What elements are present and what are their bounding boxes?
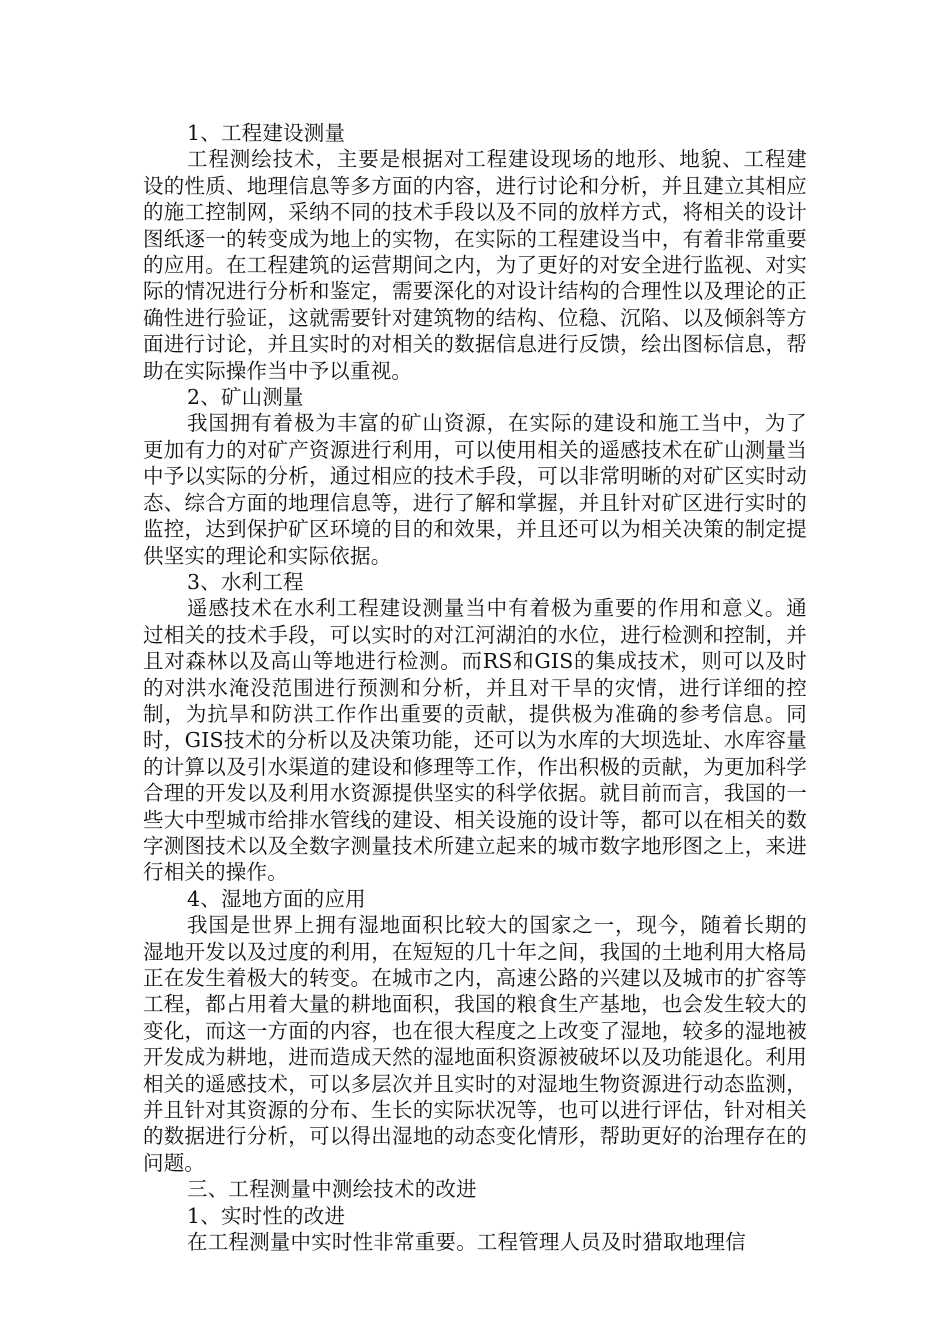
section-heading-realtime: 1、实时性的改进 [187,1203,346,1228]
section-heading-engineering-survey: 1、工程建设测量 [187,121,346,145]
chapter-heading-improvements: 三、工程测量中测绘技术的改进 [187,1177,477,1202]
section-heading-water-conservancy: 3、水利工程 [187,569,304,594]
document-page [143,120,807,1255]
section-heading-mine-survey: 2、矿山测量 [187,385,304,410]
paragraph-engineering-survey: 工程测绘技术，主要是根据对工程建设现场的地形、地貌、工程建设的性质、地理信息等多方面的内容，进行讨论和分析，并且建立其相应的施工控制网，采纳不同的技术手段以及不同的放样方式，将相关的设计图纸逐一的转变成为地上的实物，在实际的工程建设当中，有着非常重要的应用。在工程建筑的运营期间之内，为了更好的对安全进行监视、对实际的情况进行分析和鉴定，需要深化的对设计结构的合理性以及理论的正确性进行验证，这就需要针对建筑物的结构、位稳、沉陷、以及倾斜等方面进行讨论，并且实时的对相关的数据信息进行反馈，绘出图标信息，帮助在实际操作当中予以重视。 [143,147,807,383]
paragraph-wetland: 我国是世界上拥有湿地面积比较大的国家之一，现今，随着长期的湿地开发以及过度的利用，在短短的几十年之间，我国的土地利用大格局正在发生着极大的转变。在城市之内，高速公路的兴建以及城市的扩容等工程，都占用着大量的耕地面积，我国的粮食生产基地，也会发生较大的变化，而这一方面的内容，也在很大程度之上改变了湿地，较多的湿地被开发成为耕地，进而造成天然的湿地面积资源被破坏以及功能退化。利用相关的遥感技术，可以多层次并且实时的对湿地生物资源进行动态监测，并且针对其资源的分布、生长的实际状况等，也可以进行评估，针对相关的数据进行分析，可以得出湿地的动态变化情形，帮助更好的治理存在的问题。 [143,913,807,1175]
paragraph-water-conservancy: 遥感技术在水利工程建设测量当中有着极为重要的作用和意义。通过相关的技术手段，可以实时的对江河湖泊的水位，进行检测和控制，并且对森林以及高山等地进行检测。而RS和GIS的集成技术，则可以及时的对洪水淹没范围进行预测和分析，并且对干旱的灾情，进行详细的控制，为抗旱和防洪工作作出重要的贡献，提供极为准确的参考信息。同时，GIS技术的分析以及决策功能，还可以为水库的大坝选址、水库容量的计算以及引水渠道的建设和修理等工作，作出积极的贡献，为更加科学合理的开发以及利用水资源提供坚实的科学依据。就目前而言，我国的一些大中型城市给排水管线的建设、相关设施的设计等，都可以在相关的数字测图技术以及全数字测量技术所建立起来的城市数字地形图之上，来进行相关的操作。 [143,596,807,885]
section-heading-wetland: 4、湿地方面的应用 [187,886,366,911]
paragraph-mine-survey: 我国拥有着极为丰富的矿山资源，在实际的建设和施工当中，为了更加有力的对矿产资源进行利用，可以使用相关的遥感技术在矿山测量当中予以实际的分析，通过相应的技术手段，可以非常明晰的对矿区实时动态、综合方面的地理信息等，进行了解和掌握，并且针对矿区进行实时的监控，达到保护矿区环境的目的和效果，并且还可以为相关决策的制定提供坚实的理论和实际依据。 [143,411,807,568]
paragraph-realtime: 在工程测量中实时性非常重要。工程管理人员及时猎取地理信 [187,1230,746,1255]
